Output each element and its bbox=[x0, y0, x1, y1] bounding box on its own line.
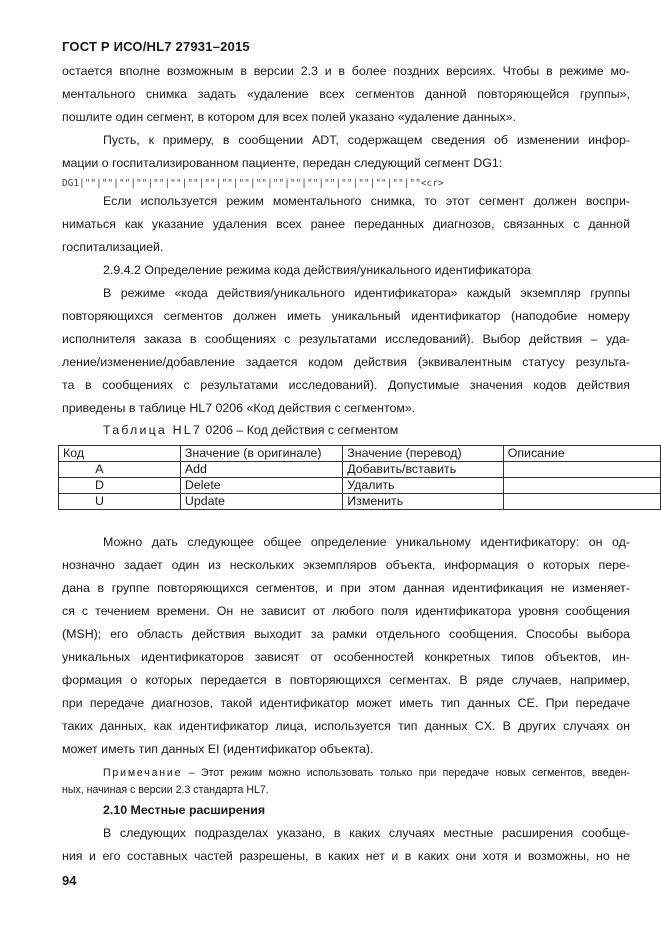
table-cell: Update bbox=[180, 494, 342, 510]
paragraph-line: ся с течением времени. Он не зависит от любого поля идентификатора уровня сообщения bbox=[62, 604, 630, 618]
table-row bbox=[59, 462, 661, 478]
paragraph-line: та в сообщениях с результатами исследований). Допустимые значения кодов действия bbox=[62, 378, 630, 392]
table-cell bbox=[503, 462, 660, 478]
paragraph-line: ление/изменение/добавление задается кодом действия (эквивалентным статусу результа- bbox=[62, 355, 630, 369]
table-row bbox=[59, 494, 661, 510]
table-cell bbox=[503, 478, 660, 494]
table-header-cell: Значение (в оригинале) bbox=[180, 446, 342, 462]
paragraph-line: ментального снимка задать «удаление всех сегментов данной повторяющейся группы», bbox=[62, 87, 630, 101]
page-header: ГОСТ Р ИСО/HL7 27931–2015 bbox=[62, 39, 250, 54]
paragraph-line: ния и его составных частей разрешены, в каких нет и в каких они хотя и возможны, но не bbox=[62, 849, 630, 863]
paragraph-line: Можно дать следующее общее определение уникальному идентификатору: он од- bbox=[103, 535, 630, 549]
paragraph-line: В режиме «кода действия/уникального идентификатора» каждый экземпляр группы bbox=[103, 286, 630, 300]
subsection-heading: 2.9.4.2 Определение режима кода действия/уникального идентификатора bbox=[103, 263, 531, 277]
table-header-cell: Код bbox=[59, 446, 181, 462]
table-header-row bbox=[59, 446, 661, 462]
paragraph-line: повторяющихся сегментов должен иметь уникальный идентификатор (наподобие номеру bbox=[62, 309, 630, 323]
paragraph-line: уникальных идентификаторов зависят от особенностей конкретных типов объектов, ин- bbox=[62, 650, 630, 664]
paragraph-line: Пусть, к примеру, в сообщении ADT, содержащем сведения об изменении инфор- bbox=[103, 133, 630, 147]
paragraph-line: (MSH); его область действия выходит за рамки отдельного сообщения. Способы выбора bbox=[62, 627, 630, 641]
note-line bbox=[103, 765, 630, 782]
table-cell bbox=[503, 494, 660, 510]
paragraph-line: мации о госпитализированном пациенте, передан следующий сегмент DG1: bbox=[62, 156, 503, 170]
table-cell: Удалить bbox=[343, 478, 503, 494]
table-header-cell: Значение (перевод) bbox=[343, 446, 503, 462]
table-cell: Добавить/вставить bbox=[343, 462, 503, 478]
paragraph-line: нозначно задает один из нескольких экземпляров объекта, информация о которых пере- bbox=[62, 558, 630, 572]
table-caption-title: 0206 – Код действия с сегментом bbox=[205, 423, 399, 437]
section-heading: 2.10 Местные расширения bbox=[103, 803, 266, 817]
paragraph-line: ниматься как указание удаления всех ранее переданных диагнозов, связанных с данной bbox=[62, 217, 630, 231]
table-caption-label: Таблица HL7 bbox=[103, 423, 202, 437]
table-cell: U bbox=[59, 494, 181, 510]
paragraph-line: при передаче диагнозов, такой идентификатор может иметь тип данных CE. При передаче bbox=[62, 696, 630, 710]
table-cell: Изменить bbox=[343, 494, 503, 510]
note-label: Примечание bbox=[103, 767, 183, 779]
table-cell: Delete bbox=[180, 478, 342, 494]
table-cell: D bbox=[59, 478, 181, 494]
table-cell: Add bbox=[180, 462, 342, 478]
table-cell: A bbox=[59, 462, 181, 478]
note-text: – Этот режим можно использовать только при передаче новых сегментов, введен- bbox=[182, 767, 630, 779]
paragraph-line: пошлите один сегмент, в котором для всех полей указано «удаление данных». bbox=[62, 110, 516, 124]
page-number: 94 bbox=[62, 873, 77, 888]
table-row bbox=[59, 478, 661, 494]
paragraph-line: госпитализацией. bbox=[62, 240, 164, 254]
paragraph-line: формация о которых передается в повторяющихся сегментах. В ряде случаев, например, bbox=[62, 673, 630, 687]
paragraph-line: остается вполне возможным в версии 2.3 и в более поздних версиях. Чтобы в режиме мо- bbox=[62, 64, 630, 78]
table-caption bbox=[103, 423, 398, 437]
paragraph-line: приведены в таблице HL7 0206 «Код действия с сегментом». bbox=[62, 401, 416, 415]
action-code-table bbox=[58, 445, 661, 510]
segment-code-line: DG1|""|""|""|""|""|""|""|""|""|""|""|""|""|""|""|""|""|""|""|""<cr> bbox=[62, 178, 444, 189]
paragraph-line: может иметь тип данных EI (идентификатор объекта). bbox=[62, 742, 374, 756]
note-line: ных, начиная с версии 2.3 стандарта HL7. bbox=[62, 784, 269, 796]
table-header-cell: Описание bbox=[503, 446, 660, 462]
paragraph-line: таких данных, как идентификатор лица, используется тип данных CX. В других случаях он bbox=[62, 719, 630, 733]
paragraph-line: дана в группе повторяющихся сегментов, и при этом данная идентификация не изменяет- bbox=[62, 581, 630, 595]
paragraph-line: исполнителя заказа в сообщениях с результатами исследований). Выбор действия – уда- bbox=[62, 332, 630, 346]
paragraph-line: Если используется режим моментального снимка, то этот сегмент должен воспри- bbox=[103, 194, 630, 208]
paragraph-line: В следующих подразделах указано, в каких случаях местные расширения сообще- bbox=[103, 826, 630, 840]
